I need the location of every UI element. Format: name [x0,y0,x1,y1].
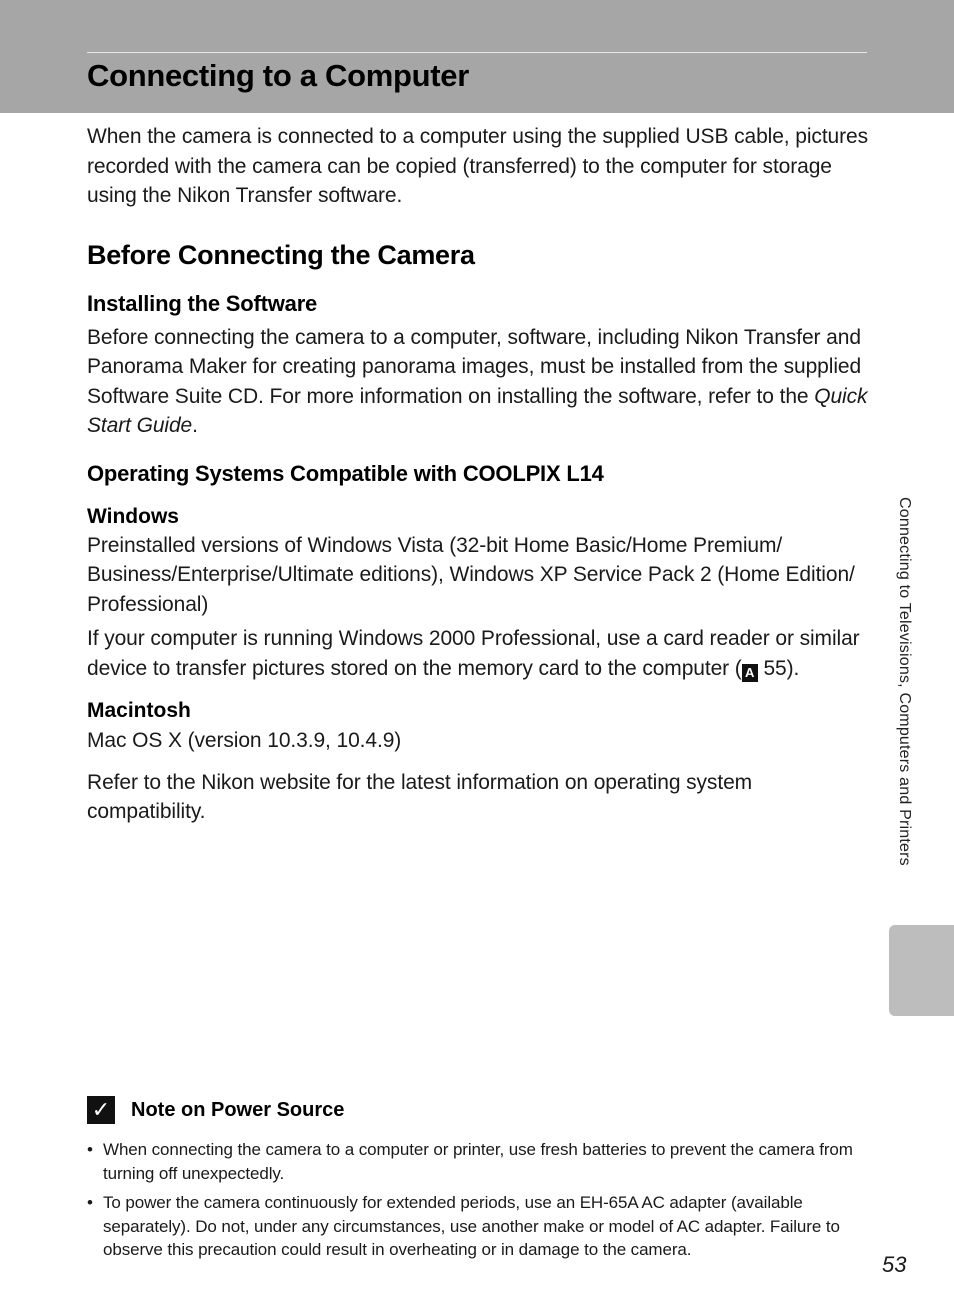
page-title: Connecting to a Computer [87,58,470,93]
macintosh-paragraph: Mac OS X (version 10.3.9, 10.4.9) [87,729,402,752]
note-header [87,1096,872,1124]
windows-2000-text: If your computer is running Windows 2000 Professional, use a card reader or similar device to transfer pictures stored on the memory card to the computer ( [87,627,860,680]
note-item: • To power the camera continuously for extended periods, use an EH-65A AC adapter (available separately). Do not, under any circumstances, use another make or model of AC adapter. Failure to observe this precaution could result in overheating or in damage to the camera. [87,1191,872,1262]
section-heading: Before Connecting the Camera [87,239,475,270]
macintosh-heading: Macintosh [87,699,191,722]
main-content [87,122,872,827]
chapter-tab [889,925,954,1016]
installing-paragraph [87,323,872,441]
header-band [0,0,954,113]
os-heading: Operating Systems Compatible with COOLPIX L14 [87,460,604,486]
windows-2000-paragraph [87,624,872,683]
windows-paragraph: Preinstalled versions of Windows Vista (32-bit Home Basic/Home Premium/ Business/Enterprise/Ultimate editions), Windows XP Service Pack 2 (Home Edition/ Professional) [87,533,855,616]
check-mark-icon: ✓ [87,1096,115,1124]
page-reference-icon: A [742,664,758,682]
page-reference-number: 55 [757,656,787,680]
note-title: Note on Power Source [131,1098,345,1121]
compatibility-paragraph: Refer to the Nikon website for the latest information on operating system compatibility. [87,770,753,823]
windows-2000-text-end: ). [786,656,800,680]
note-box [87,1096,872,1268]
installing-text: Before connecting the camera to a computer, software, including Nikon Transfer and Panorama Maker for creating panorama images, must be installed from the supplied Software Suite CD. For more information on installing the software, refer to the [87,325,862,408]
installing-heading: Installing the Software [87,290,318,316]
intro-paragraph: When the camera is connected to a computer using the supplied USB cable, pictures recorded with the camera can be copied (transferred) to the computer for storage using the Nikon Transfer software. [87,125,869,207]
page-number: 53 [882,1252,907,1277]
windows-heading: Windows [87,504,179,528]
note-item: • When connecting the camera to a computer or printer, use fresh batteries to prevent the camera from turning off unexpectedly. [87,1138,872,1185]
installing-text-end: . [192,414,198,437]
header-rule [87,52,867,53]
quick-start-guide-ref: Quick Start Guide [87,384,868,437]
note-list [87,1138,872,1262]
chapter-side-label: Connecting to Televisions, Computers and Printers [896,497,913,866]
